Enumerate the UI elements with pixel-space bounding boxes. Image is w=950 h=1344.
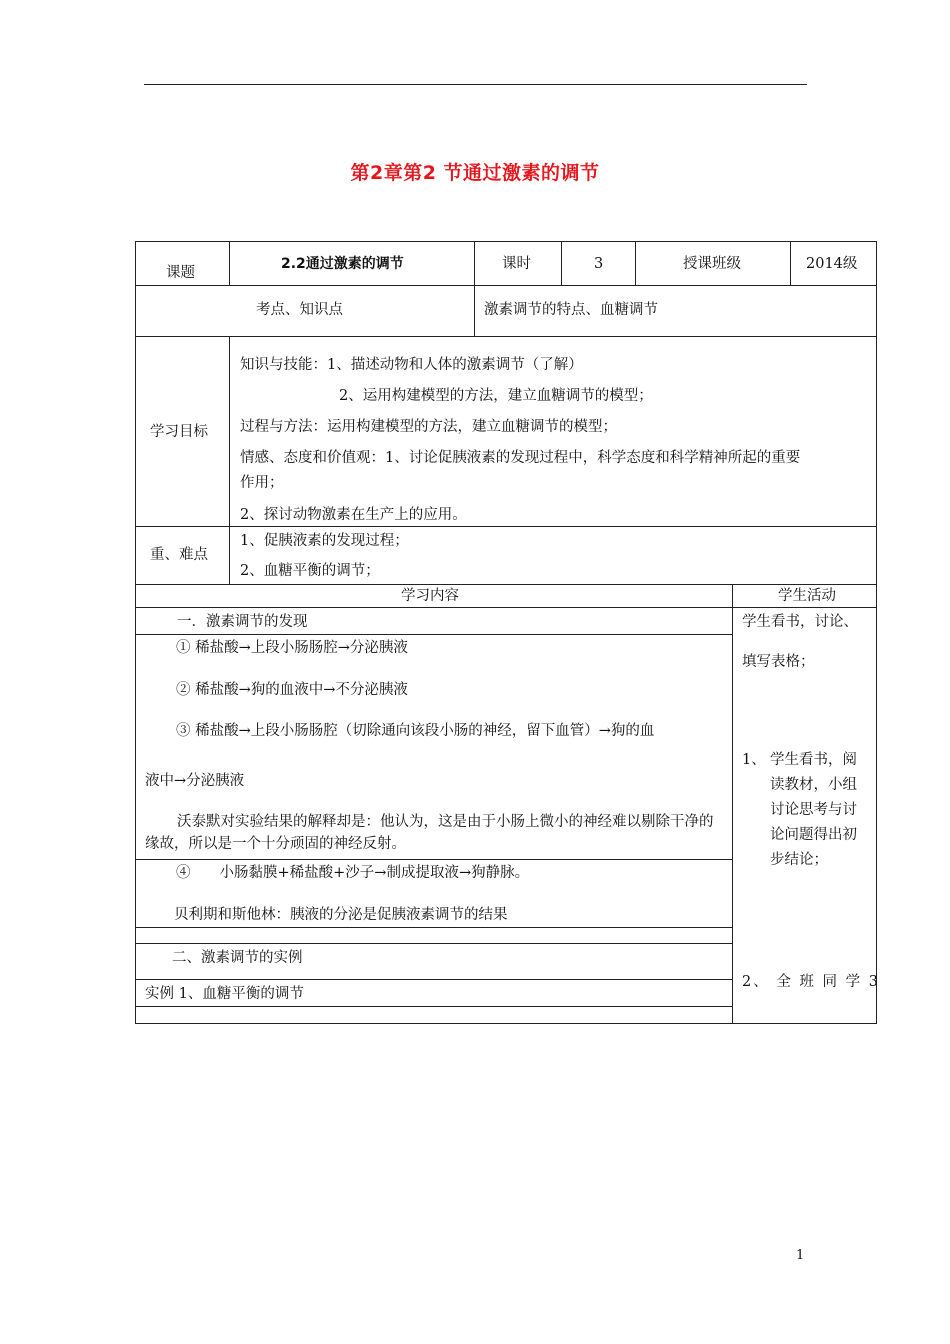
experiment-step: ② 稀盐酸→狗的血液中→不分泌胰液 <box>176 682 408 698</box>
hours-value: 3 <box>594 256 604 272</box>
divider <box>474 241 475 336</box>
content-header: 学习内容 <box>401 588 459 604</box>
page-number: 1 <box>796 1248 805 1263</box>
activity-text: 2、 全 班 同 学 3 <box>742 974 880 990</box>
divider <box>135 634 732 635</box>
activity-number: 1、 <box>742 752 766 768</box>
divider <box>135 943 732 944</box>
divider <box>229 336 230 584</box>
class-value: 2014级 <box>806 256 858 272</box>
key-points-line: 2、血糖平衡的调节； <box>240 563 380 579</box>
activity-text: 学生看书，阅读教材，小组讨论思考与讨论问题得出初步结论； <box>770 752 857 868</box>
activity-header: 学生活动 <box>778 588 836 604</box>
divider <box>135 336 877 337</box>
divider <box>135 927 732 928</box>
key-points-line: 1、促胰液素的发现过程； <box>240 533 409 549</box>
section-heading: 一．激素调节的发现 <box>177 614 308 630</box>
goals-line: 情感、态度和价值观：1、讨论促胰液素的发现过程中，科学态度和科学精神所起的重要 <box>240 450 801 466</box>
header-rule <box>144 84 807 85</box>
key-points-label: 重、难点 <box>150 547 208 563</box>
experiment-step: ① 稀盐酸→上段小肠肠腔→分泌胰液 <box>176 640 408 656</box>
knowledge-label: 考点、知识点 <box>256 302 343 318</box>
divider <box>135 859 732 860</box>
topic-label: 课题 <box>166 265 195 281</box>
divider <box>135 285 877 286</box>
divider <box>135 607 877 608</box>
goals-line: 作用； <box>240 475 284 491</box>
activity-text: 填写表格； <box>742 654 815 670</box>
divider <box>135 1006 732 1007</box>
goals-line: 2、探讨动物激素在生产上的应用。 <box>240 507 467 523</box>
experiment-step: ③ 稀盐酸→上段小肠肠腔（切除通向该段小肠的神经，留下血管）→狗的血 <box>176 723 655 739</box>
activity-text: 学生看书，讨论、 <box>742 614 858 630</box>
knowledge-value: 激素调节的特点、血糖调节 <box>484 302 658 318</box>
divider <box>635 241 636 285</box>
goals-label: 学习目标 <box>150 424 208 440</box>
goals-line: 知识与技能：1、描述动物和人体的激素调节（了解） <box>240 357 583 373</box>
page-title: 第2章第2 节通过激素的调节 <box>350 162 600 184</box>
goals-line: 过程与方法：运用构建模型的方法，建立血糖调节的模型； <box>240 419 617 435</box>
example-title: 实例 1、血糖平衡的调节 <box>145 986 304 1002</box>
goals-line: 2、运用构建模型的方法，建立血糖调节的模型； <box>339 388 653 404</box>
divider <box>561 241 562 285</box>
hours-label: 课时 <box>502 256 531 272</box>
section-heading: 二、激素调节的实例 <box>172 950 303 966</box>
divider <box>229 241 230 285</box>
explanation-text: 沃泰默对实验结果的解释却是：他认为，这是由于小肠上微小的神经难以剔除干净的缘故，所以是一个十分顽固的神经反射。 <box>145 814 714 852</box>
experiment-step: ④ 小肠黏膜+稀盐酸+沙子→制成提取液→狗静脉。 <box>176 865 530 881</box>
divider <box>135 584 877 585</box>
divider <box>790 241 791 285</box>
divider <box>732 584 733 1024</box>
divider <box>135 979 732 980</box>
experiment-step: 液中→分泌胰液 <box>145 773 245 789</box>
topic-value: 2.2通过激素的调节 <box>281 256 404 272</box>
divider <box>135 526 877 527</box>
conclusion-text: 贝利期和斯他林：胰液的分泌是促胰液素调节的结果 <box>174 907 508 923</box>
class-label: 授课班级 <box>683 256 741 272</box>
